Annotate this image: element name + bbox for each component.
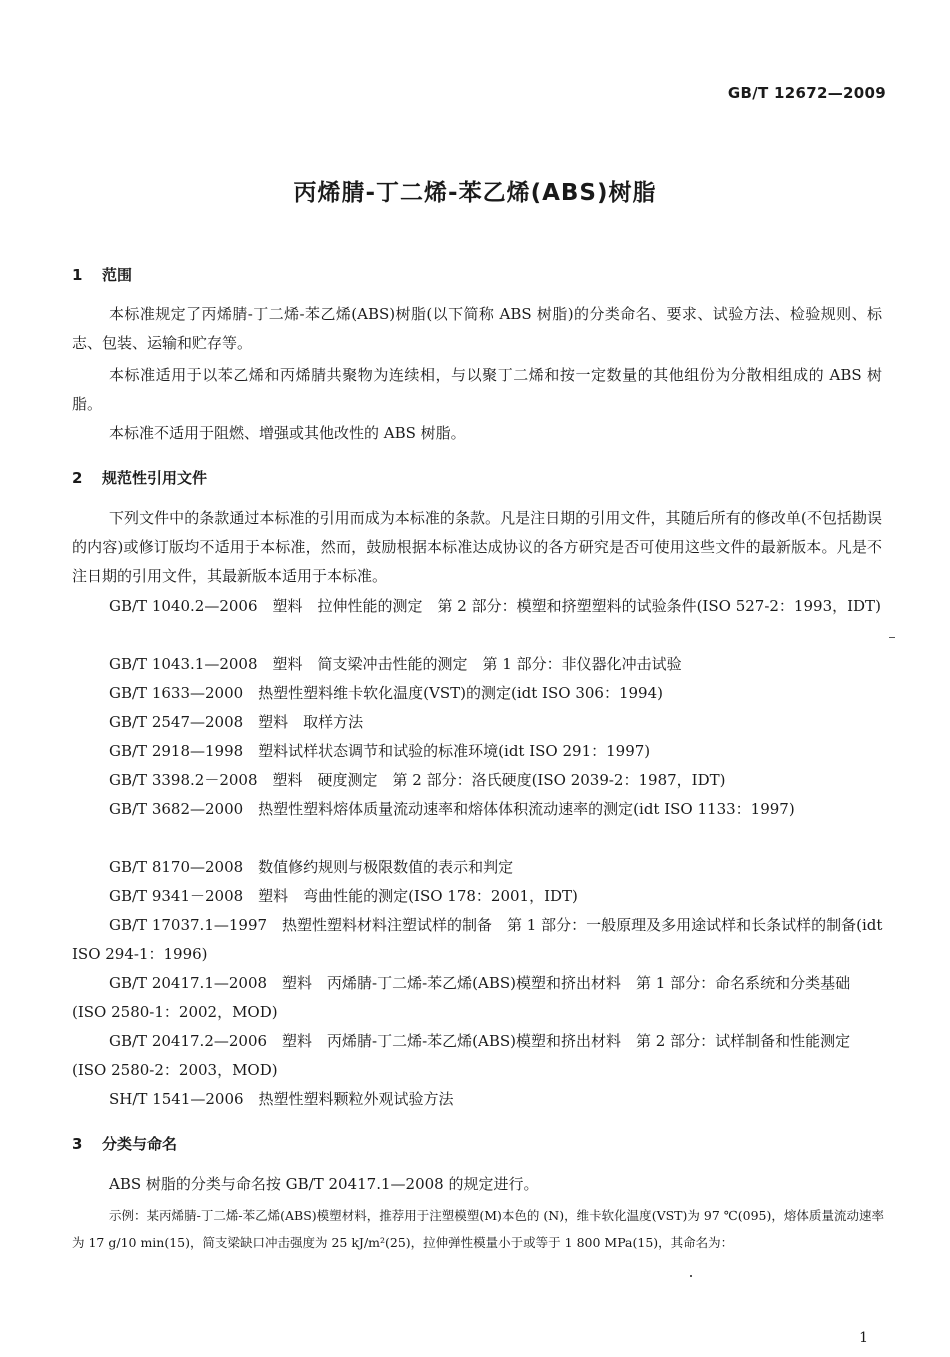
document-title: 丙烯腈-丁二烯-苯乙烯(ABS)树脂 <box>293 180 657 206</box>
section-2-intro: 下列文件中的条款通过本标准的引用而成为本标准的条款。凡是注日期的引用文件，其随后所有的修改单(不包括勘误的内容)或修订版均不适用于本标准，然而，鼓励根据本标准达成协议的各方研究是否可使用这些文件的最新版本。凡是不注日期的引用文件，其最新版本适用于本标准。 <box>72 509 882 585</box>
section-title: 分类与命名 <box>102 1135 178 1153</box>
section-2-heading <box>72 467 207 488</box>
section-3-paragraph-1: ABS 树脂的分类与命名按 GB/T 20417.1—2008 的规定进行。 <box>109 1175 539 1193</box>
reference-item: GB/T 20417.2—2006 塑料 丙烯腈-丁二烯-苯乙烯(ABS)模塑和挤出材料 第 2 部分：试样制备和性能测定(ISO 2580-2：2003，MOD) <box>72 1032 851 1079</box>
standard-code: GB/T 12672—2009 <box>727 84 886 102</box>
reference-item: GB/T 1040.2—2006 塑料 拉伸性能的测定 第 2 部分：模塑和挤塑塑料的试验条件(ISO 527-2：1993，IDT) <box>109 597 881 615</box>
reference-item: GB/T 2547—2008 塑料 取样方法 <box>109 713 364 731</box>
section-3-heading <box>72 1133 177 1154</box>
reference-item: GB/T 9341－2008 塑料 弯曲性能的测定(ISO 178：2001，IDT) <box>109 887 578 905</box>
section-number: 2 <box>72 469 83 487</box>
section-number: 1 <box>72 266 83 284</box>
section-1-paragraph-2: 本标准适用于以苯乙烯和丙烯腈共聚物为连续相，与以聚丁二烯和按一定数量的其他组份为分散相组成的 ABS 树脂。 <box>72 366 882 413</box>
section-1-paragraph-1: 本标准规定了丙烯腈-丁二烯-苯乙烯(ABS)树脂(以下简称 ABS 树脂)的分类命名、要求、试验方法、检验规则、标志、包装、运输和贮存等。 <box>72 305 882 352</box>
section-1-heading <box>72 264 132 285</box>
section-title: 范围 <box>102 266 133 284</box>
naming-example: 示例：某丙烯腈-丁二烯-苯乙烯(ABS)模塑材料，推荐用于注塑模塑(M)本色的 (N)，维卡软化温度(VST)为 97 ℃(095)，熔体质量流动速率为 17 g/10 min(15)，简支梁缺口冲击强度为 25 kJ/m²(25)，拉伸弹性模量小于或等于 1 800 MPa(15)，其命名为： <box>72 1208 884 1250</box>
section-title: 规范性引用文件 <box>102 469 208 487</box>
section-number: 3 <box>72 1135 83 1153</box>
scan-mark <box>690 1275 692 1277</box>
reference-item: GB/T 3398.2－2008 塑料 硬度测定 第 2 部分：洛氏硬度(ISO 2039-2：1987，IDT) <box>109 771 726 789</box>
reference-item: GB/T 2918—1998 塑料试样状态调节和试验的标准环境(idt ISO 291：1997) <box>109 742 651 760</box>
section-1-paragraph-3: 本标准不适用于阻燃、增强或其他改性的 ABS 树脂。 <box>109 424 466 442</box>
reference-item: GB/T 20417.1—2008 塑料 丙烯腈-丁二烯-苯乙烯(ABS)模塑和挤出材料 第 1 部分：命名系统和分类基础 (ISO 2580-1：2002，MOD) <box>72 974 851 1021</box>
reference-item: GB/T 1043.1—2008 塑料 简支梁冲击性能的测定 第 1 部分：非仪器化冲击试验 <box>109 655 682 673</box>
reference-item: SH/T 1541—2006 热塑性塑料颗粒外观试验方法 <box>109 1090 454 1108</box>
page-number: 1 <box>859 1330 868 1346</box>
reference-item: GB/T 17037.1—1997 热塑性塑料材料注塑试样的制备 第 1 部分：一般原理及多用途试样和长条试样的制备(idt ISO 294-1：1996) <box>72 916 883 963</box>
reference-item: GB/T 3682—2000 热塑性塑料熔体质量流动速率和熔体体积流动速率的测定(idt ISO 1133：1997) <box>109 800 795 818</box>
reference-item: GB/T 1633—2000 热塑性塑料维卡软化温度(VST)的测定(idt ISO 306：1994) <box>109 684 663 702</box>
reference-item: GB/T 8170—2008 数值修约规则与极限数值的表示和判定 <box>109 858 514 876</box>
scan-mark <box>889 637 895 638</box>
